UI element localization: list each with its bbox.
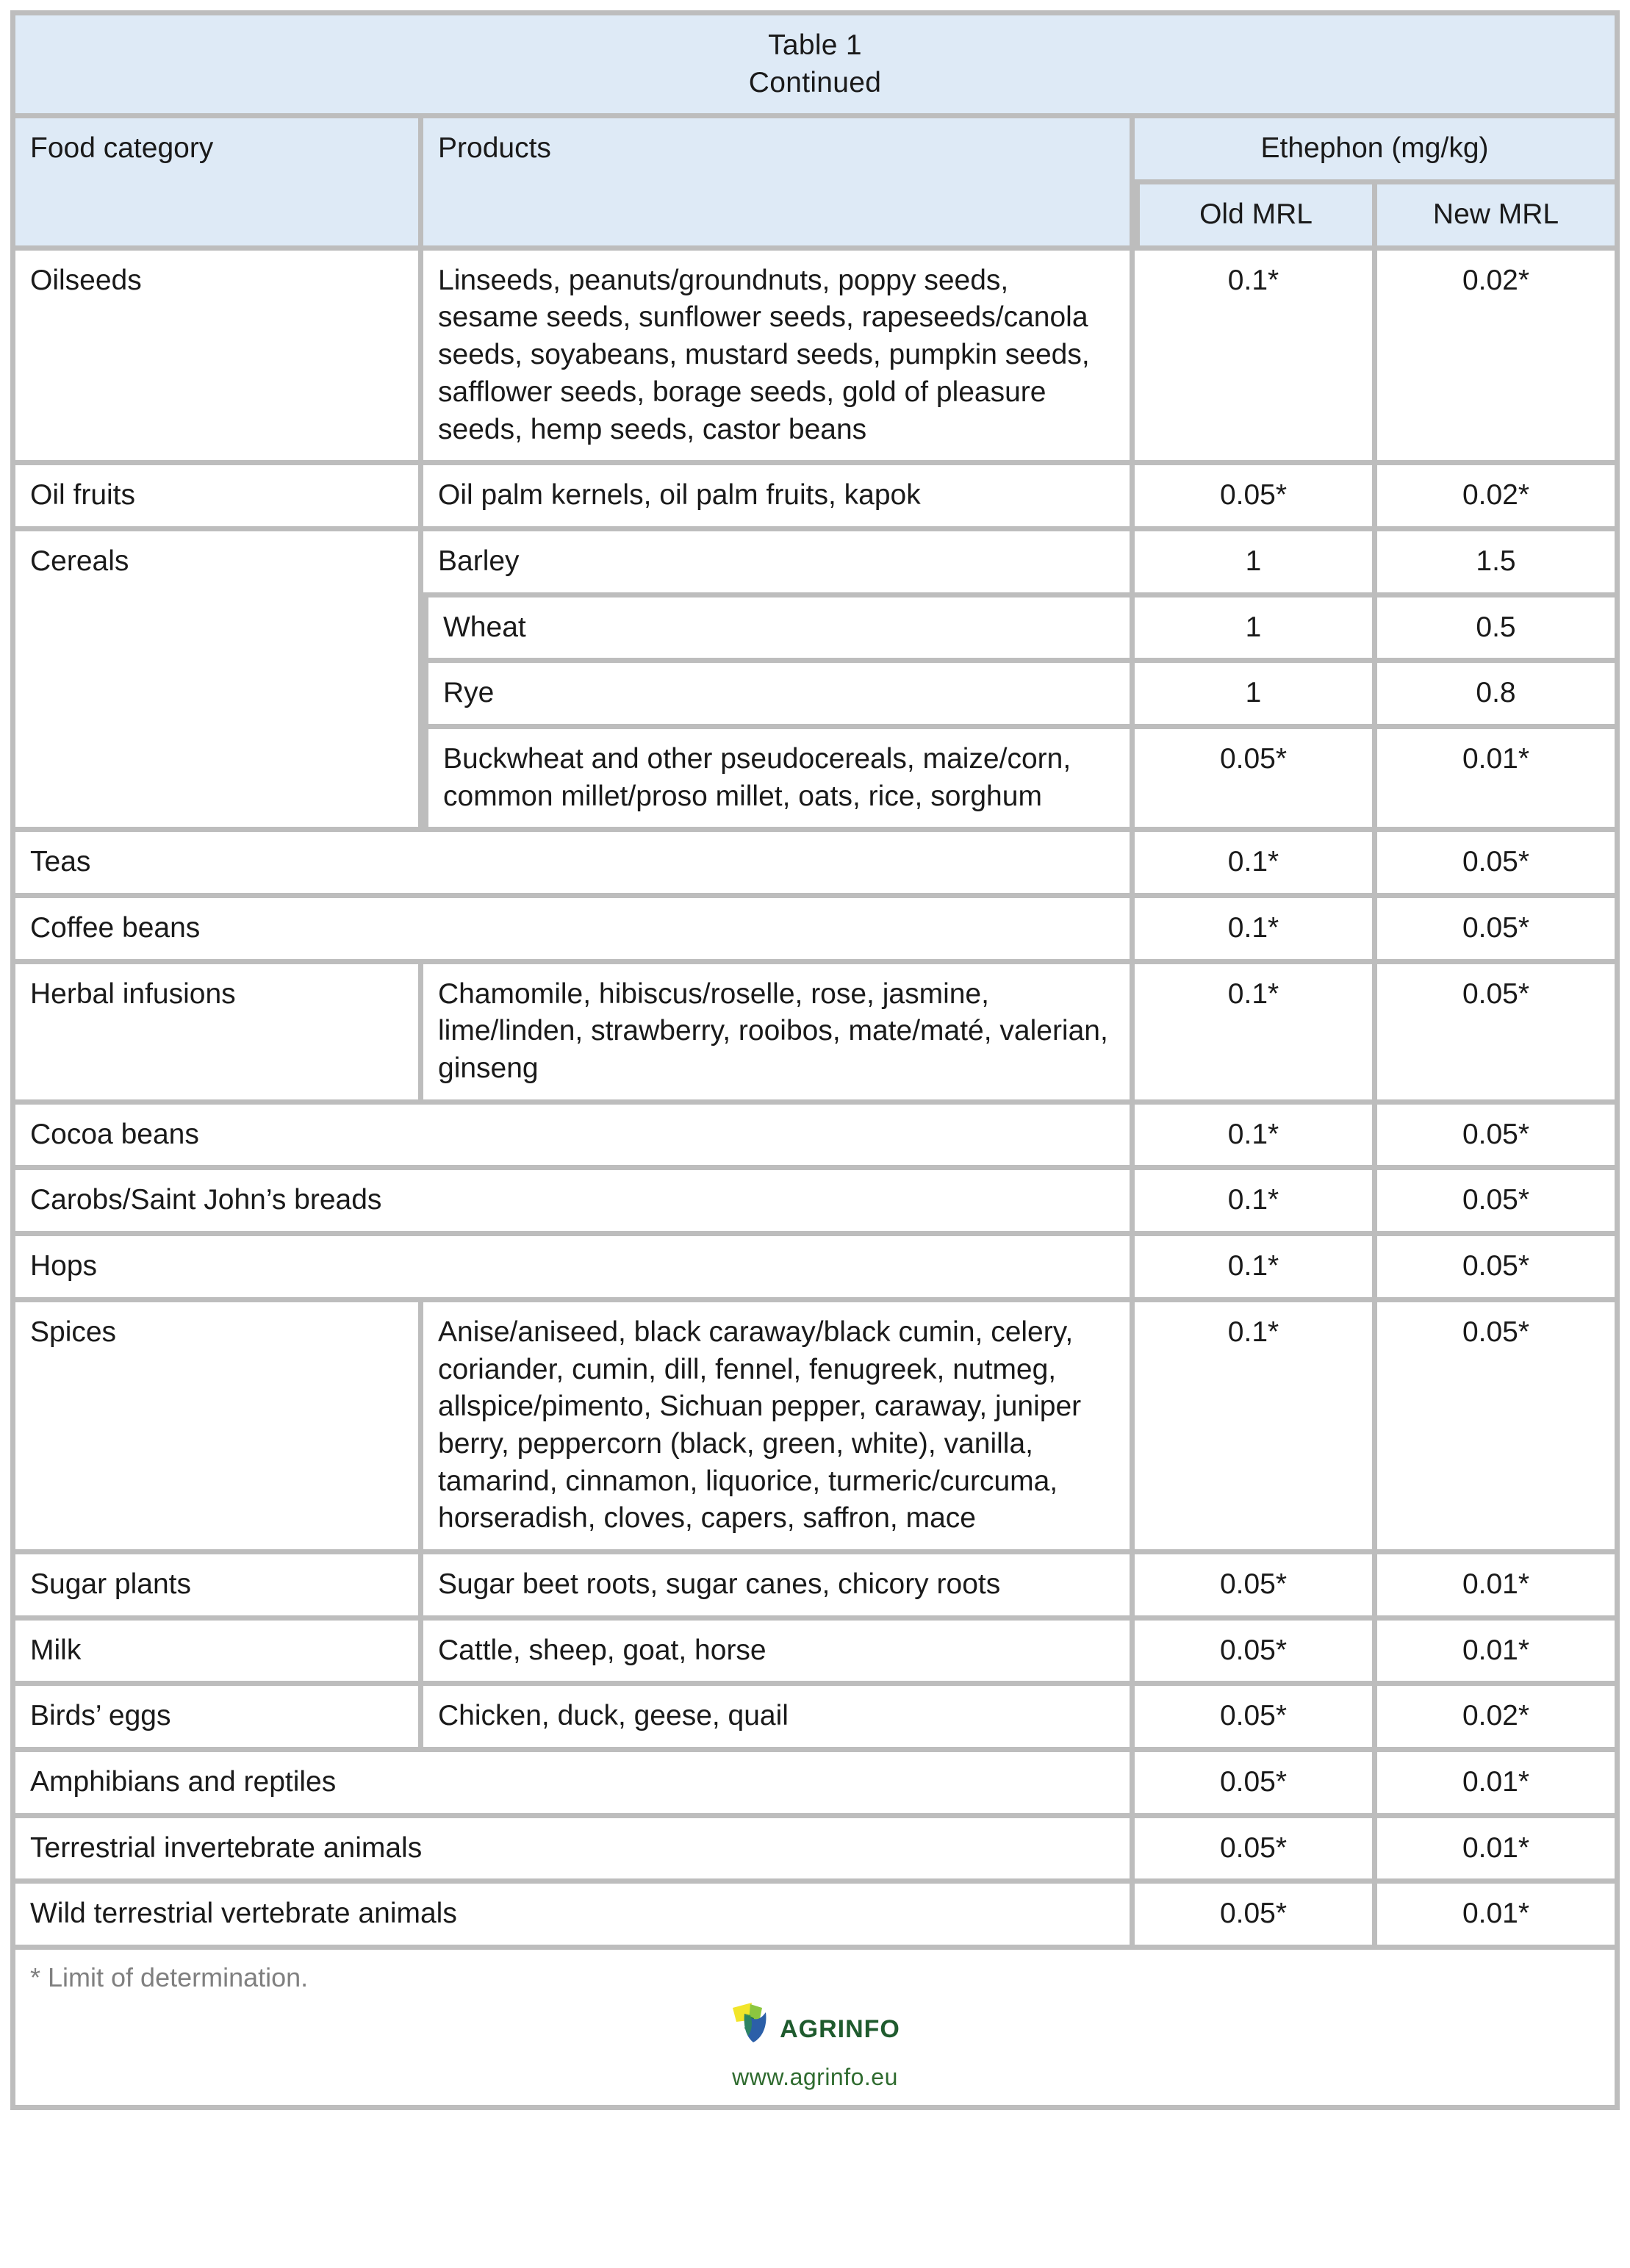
- cell-food-category: Birds’ eggs: [10, 1686, 423, 1752]
- cell-products: Barley: [423, 531, 1135, 597]
- table-row: [10, 1818, 1620, 1884]
- table-row: [10, 1236, 1620, 1302]
- cell-old-mrl: 0.05*: [1135, 1621, 1377, 1687]
- table-row: [10, 1621, 1620, 1687]
- cell-old-mrl: 0.05*: [1135, 1686, 1377, 1752]
- cell-old-mrl: 0.05*: [1135, 1752, 1377, 1818]
- table-row: [10, 531, 1620, 597]
- column-header-old-mrl: Old MRL: [1135, 184, 1377, 251]
- cell-new-mrl: 0.05*: [1377, 898, 1620, 964]
- cell-new-mrl: 0.02*: [1377, 465, 1620, 531]
- cell-products: Anise/aniseed, black caraway/black cumin, celery, coriander, cumin, dill, fennel, fenugreek, nutmeg, allspice/pimento, Sichuan pepper, caraway, juniper berry, peppercorn (black, green, white), vanilla, tamarind, cinnamon, liquorice, turmeric/curcuma, horseradish, cloves, capers, saffron, mace: [423, 1302, 1135, 1554]
- cell-food-category: Spices: [10, 1302, 423, 1554]
- table-footer-row: [10, 1950, 1620, 2109]
- cell-food-category: Teas: [10, 832, 1135, 898]
- table-row: [10, 1884, 1620, 1950]
- table-row: [10, 251, 1620, 465]
- cell-new-mrl: 0.01*: [1377, 1554, 1620, 1621]
- cell-new-mrl: 0.01*: [1377, 1884, 1620, 1950]
- cell-new-mrl: 0.02*: [1377, 1686, 1620, 1752]
- cell-products: Chamomile, hibiscus/roselle, rose, jasmine, lime/linden, strawberry, rooibos, mate/maté, valerian, ginseng: [423, 964, 1135, 1105]
- column-header-new-mrl: New MRL: [1377, 184, 1620, 251]
- table-title-row: [10, 10, 1620, 118]
- cell-new-mrl: 1.5: [1377, 531, 1620, 597]
- cell-food-category: Oilseeds: [10, 251, 423, 465]
- table-row: [10, 1752, 1620, 1818]
- logo-wordmark: AGRINFO: [780, 2015, 900, 2043]
- table-row: [10, 1686, 1620, 1752]
- cell-old-mrl: 0.1*: [1135, 832, 1377, 898]
- cell-products: Buckwheat and other pseudocereals, maize/corn, common millet/proso millet, oats, rice, sorghum: [423, 729, 1135, 832]
- cell-new-mrl: 0.05*: [1377, 1170, 1620, 1236]
- cell-food-category: Cocoa beans: [10, 1105, 1135, 1171]
- cell-old-mrl: 1: [1135, 663, 1377, 729]
- table-row: [10, 465, 1620, 531]
- leaf-icon: [730, 2000, 775, 2058]
- cell-food-category: Terrestrial invertebrate animals: [10, 1818, 1135, 1884]
- column-header-food-category: Food category: [10, 118, 423, 250]
- cell-new-mrl: 0.01*: [1377, 1621, 1620, 1687]
- cell-food-category: Hops: [10, 1236, 1135, 1302]
- cell-old-mrl: 0.05*: [1135, 1818, 1377, 1884]
- title-line-1: Table 1: [768, 29, 862, 61]
- cell-new-mrl: 0.02*: [1377, 251, 1620, 465]
- table-row: [10, 1170, 1620, 1236]
- title-line-2: Continued: [748, 66, 882, 98]
- cell-new-mrl: 0.8: [1377, 663, 1620, 729]
- cell-food-category: Sugar plants: [10, 1554, 423, 1621]
- cell-old-mrl: 0.1*: [1135, 251, 1377, 465]
- cell-old-mrl: 0.1*: [1135, 1236, 1377, 1302]
- cell-new-mrl: 0.05*: [1377, 1105, 1620, 1171]
- cell-new-mrl: 0.05*: [1377, 964, 1620, 1105]
- cell-products: Cattle, sheep, goat, horse: [423, 1621, 1135, 1687]
- table-row: [10, 1105, 1620, 1171]
- cell-new-mrl: 0.01*: [1377, 729, 1620, 832]
- cell-products: Chicken, duck, geese, quail: [423, 1686, 1135, 1752]
- cell-products: Oil palm kernels, oil palm fruits, kapok: [423, 465, 1135, 531]
- cell-new-mrl: 0.05*: [1377, 832, 1620, 898]
- cell-new-mrl: 0.05*: [1377, 1236, 1620, 1302]
- table-row: [10, 1302, 1620, 1554]
- cell-food-category: Herbal infusions: [10, 964, 423, 1105]
- logo-mark: [730, 2000, 900, 2058]
- cell-food-category: Milk: [10, 1621, 423, 1687]
- logo-url: www.agrinfo.eu: [732, 2063, 898, 2090]
- column-header-products: Products: [423, 118, 1135, 250]
- cell-new-mrl: 0.05*: [1377, 1302, 1620, 1554]
- table-row: [10, 964, 1620, 1105]
- cell-food-category: Oil fruits: [10, 465, 423, 531]
- table-footer: [10, 1950, 1620, 2109]
- cell-food-category: Cereals: [10, 531, 423, 832]
- cell-old-mrl: 0.1*: [1135, 1170, 1377, 1236]
- cell-products: Linseeds, peanuts/groundnuts, poppy seeds, sesame seeds, sunflower seeds, rapeseeds/canola seeds, soyabeans, mustard seeds, pumpkin seeds, safflower seeds, borage seeds, gold of pleasure seeds, hemp seeds, castor beans: [423, 251, 1135, 465]
- header-row-primary: [10, 118, 1620, 184]
- cell-old-mrl: 0.1*: [1135, 1302, 1377, 1554]
- cell-food-category: Wild terrestrial vertebrate animals: [10, 1884, 1135, 1950]
- cell-products: Rye: [423, 663, 1135, 729]
- agrinfo-logo: [30, 2000, 1600, 2092]
- cell-products: Wheat: [423, 597, 1135, 664]
- cell-old-mrl: 0.05*: [1135, 729, 1377, 832]
- mrl-table: [10, 10, 1620, 2110]
- cell-old-mrl: 0.05*: [1135, 1554, 1377, 1621]
- cell-food-category: Amphibians and reptiles: [10, 1752, 1135, 1818]
- cell-products: Sugar beet roots, sugar canes, chicory roots: [423, 1554, 1135, 1621]
- cell-old-mrl: 0.1*: [1135, 964, 1377, 1105]
- column-header-substance: Ethephon (mg/kg): [1135, 118, 1620, 184]
- cell-new-mrl: 0.01*: [1377, 1818, 1620, 1884]
- footnote-text: * Limit of determination.: [30, 1962, 309, 1993]
- table-row: [10, 832, 1620, 898]
- cell-new-mrl: 0.01*: [1377, 1752, 1620, 1818]
- cell-food-category: Carobs/Saint John’s breads: [10, 1170, 1135, 1236]
- cell-old-mrl: 0.1*: [1135, 1105, 1377, 1171]
- page-title: [10, 10, 1620, 118]
- cell-old-mrl: 0.05*: [1135, 465, 1377, 531]
- cell-food-category: Coffee beans: [10, 898, 1135, 964]
- cell-old-mrl: 1: [1135, 531, 1377, 597]
- table-row: [10, 1554, 1620, 1621]
- table-row: [10, 898, 1620, 964]
- cell-old-mrl: 1: [1135, 597, 1377, 664]
- cell-new-mrl: 0.5: [1377, 597, 1620, 664]
- cell-old-mrl: 0.1*: [1135, 898, 1377, 964]
- cell-old-mrl: 0.05*: [1135, 1884, 1377, 1950]
